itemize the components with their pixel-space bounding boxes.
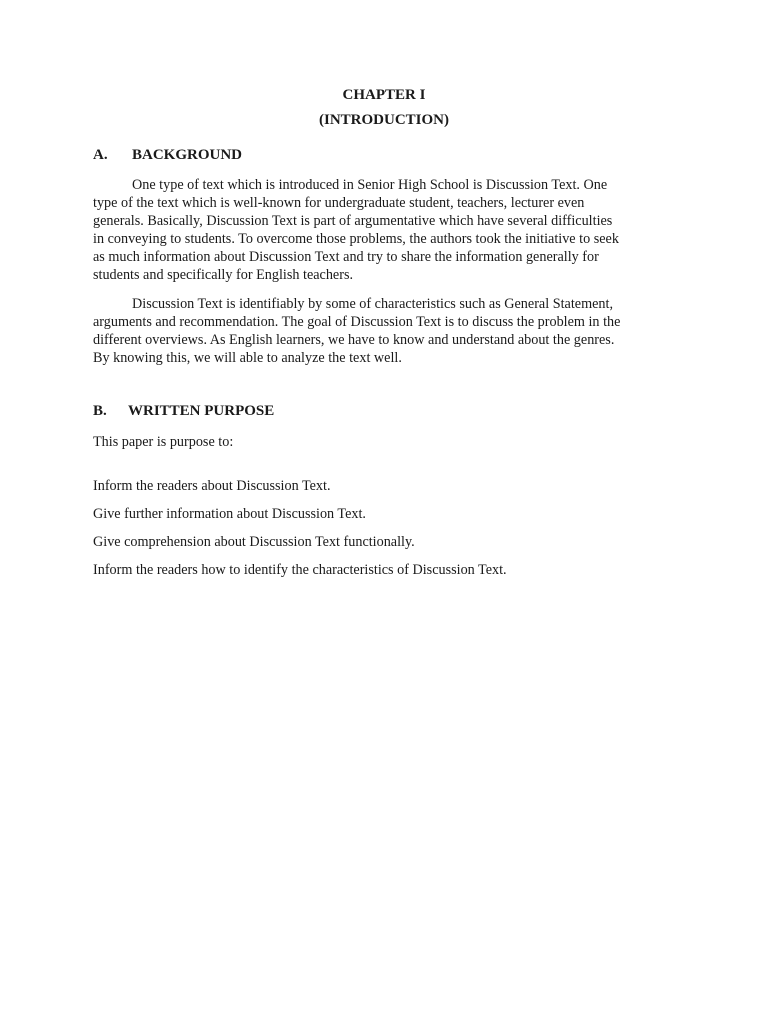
purpose-item: Give comprehension about Discussion Text functionally.	[93, 534, 415, 550]
section-b-title: WRITTEN PURPOSE	[128, 403, 275, 419]
background-paragraph-2	[93, 295, 683, 367]
purpose-item: Inform the readers how to identify the characteristics of Discussion Text.	[93, 562, 507, 578]
purpose-item: Give further information about Discussion Text.	[93, 506, 366, 522]
paragraph-line: generals. Basically, Discussion Text is part of argumentative which have several difficulties	[93, 213, 613, 229]
section-b-letter: B.	[93, 403, 107, 419]
chapter-number: CHAPTER I	[342, 87, 426, 103]
section-a-heading	[93, 147, 242, 164]
paragraph-line: arguments and recommendation. The goal of Discussion Text is to discuss the problem in the	[93, 314, 621, 330]
paragraph-line: as much information about Discussion Text and try to share the information generally for	[93, 249, 599, 265]
purpose-item: Inform the readers about Discussion Text.	[93, 478, 331, 494]
background-paragraph-1	[93, 176, 683, 284]
paragraph-line: type of the text which is well-known for undergraduate student, teachers, lecturer even	[93, 195, 585, 211]
chapter-subtitle: (INTRODUCTION)	[318, 112, 449, 128]
paragraph-line: By knowing this, we will able to analyze the text well.	[93, 350, 402, 366]
paragraph-line: in conveying to students. To overcome those problems, the authors took the initiative to seek	[93, 231, 619, 247]
paragraph-line: different overviews. As English learners, we have to know and understand about the genres.	[93, 332, 615, 348]
paragraph-line: students and specifically for English teachers.	[93, 267, 354, 283]
paragraph-line: One type of text which is introduced in Senior High School is Discussion Text. One	[132, 177, 608, 193]
purpose-intro: This paper is purpose to:	[93, 434, 234, 450]
section-a-letter: A.	[93, 147, 108, 163]
section-a-title: BACKGROUND	[132, 147, 243, 163]
paragraph-line: Discussion Text is identifiably by some of characteristics such as General Statement,	[132, 296, 613, 312]
section-b-heading	[93, 403, 274, 420]
